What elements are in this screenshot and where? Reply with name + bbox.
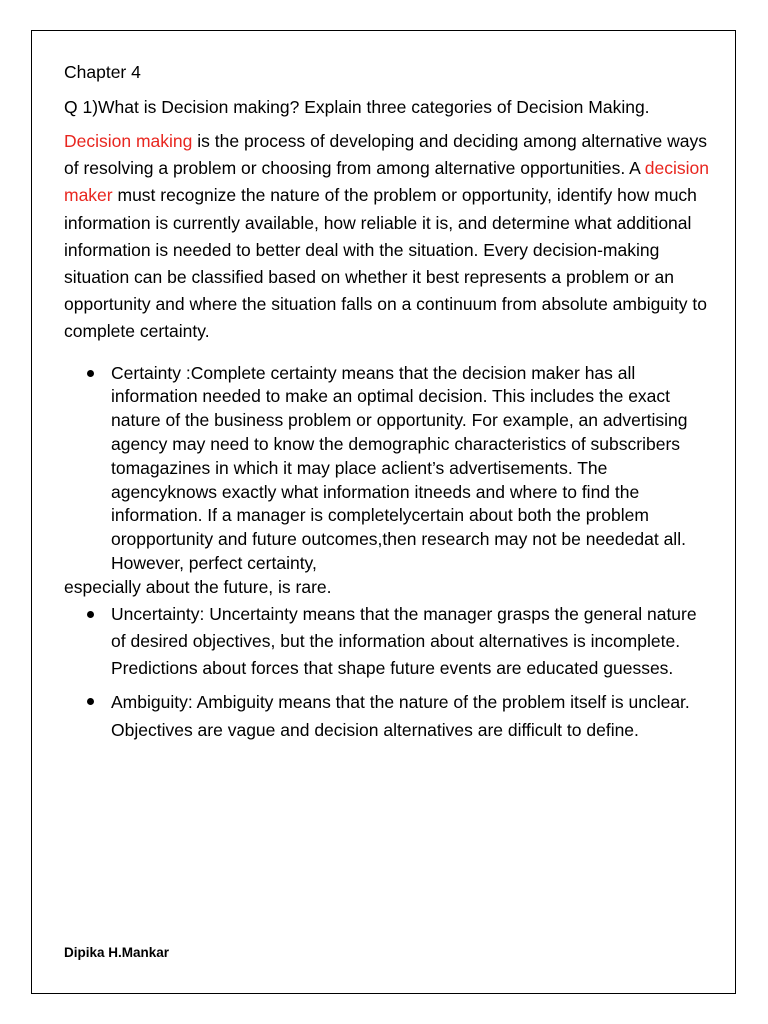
- chapter-heading: Chapter 4: [64, 62, 141, 82]
- categories-list: [64, 362, 714, 744]
- bullet-icon: [87, 370, 94, 377]
- list-item-uncertainty: [64, 601, 714, 682]
- definition-text-2: must recognize the nature of the problem or opportunity, identify how much information is currently available, how reliable it is, and determine what additional information is needed to better deal with the situation. Every decision-making situation can be classified based on whether it best represents a problem or an opportunity and where the situation falls on a continuum from absolute ambiguity to complete certainty.: [64, 185, 708, 342]
- term-decision-making: Decision making: [64, 131, 193, 151]
- author-footer: Dipika H.Mankar: [64, 945, 170, 960]
- bullet-icon: [87, 698, 94, 705]
- term-decision-maker: decision maker: [64, 158, 709, 206]
- uncertainty-text: Uncertainty: Uncertainty means that the manager grasps the general nature of desired objectives, but the information about alternatives is incomplete. Predictions about forces that shape future events are educated guesses.: [111, 603, 697, 678]
- bullet-icon: [87, 611, 94, 618]
- definition-text-1: is the process of developing and deciding among alternative ways of resolving a problem or choosing from among alternative opportunities. A: [64, 131, 708, 179]
- list-item-certainty: [64, 362, 714, 600]
- list-item-ambiguity: [64, 688, 714, 744]
- document-body: [64, 56, 714, 744]
- certainty-text: Certainty :Complete certainty means that the decision maker has all information needed to make an optimal decision. This includes the exact nature of the business problem or opportunity. For example, an advertising agency may need to know the demographic characteristics of subscribers tomagazines in which it may place aclient’s advertisements. The agencyknows exactly what information itneeds and where to find the information. If a manager is completelycertain about both the problem oropportunity and future outcomes,then research may not be neededat all. However, perfect certainty,: [111, 362, 688, 573]
- definition-paragraph: [64, 128, 714, 346]
- certainty-continuation: especially about the future, is rare.: [64, 576, 332, 597]
- ambiguity-text: Ambiguity: Ambiguity means that the nature of the problem itself is unclear. Objectives are vague and decision alternatives are difficult to define.: [111, 691, 690, 740]
- question-text: Q 1)What is Decision making? Explain three categories of Decision Making.: [64, 97, 650, 117]
